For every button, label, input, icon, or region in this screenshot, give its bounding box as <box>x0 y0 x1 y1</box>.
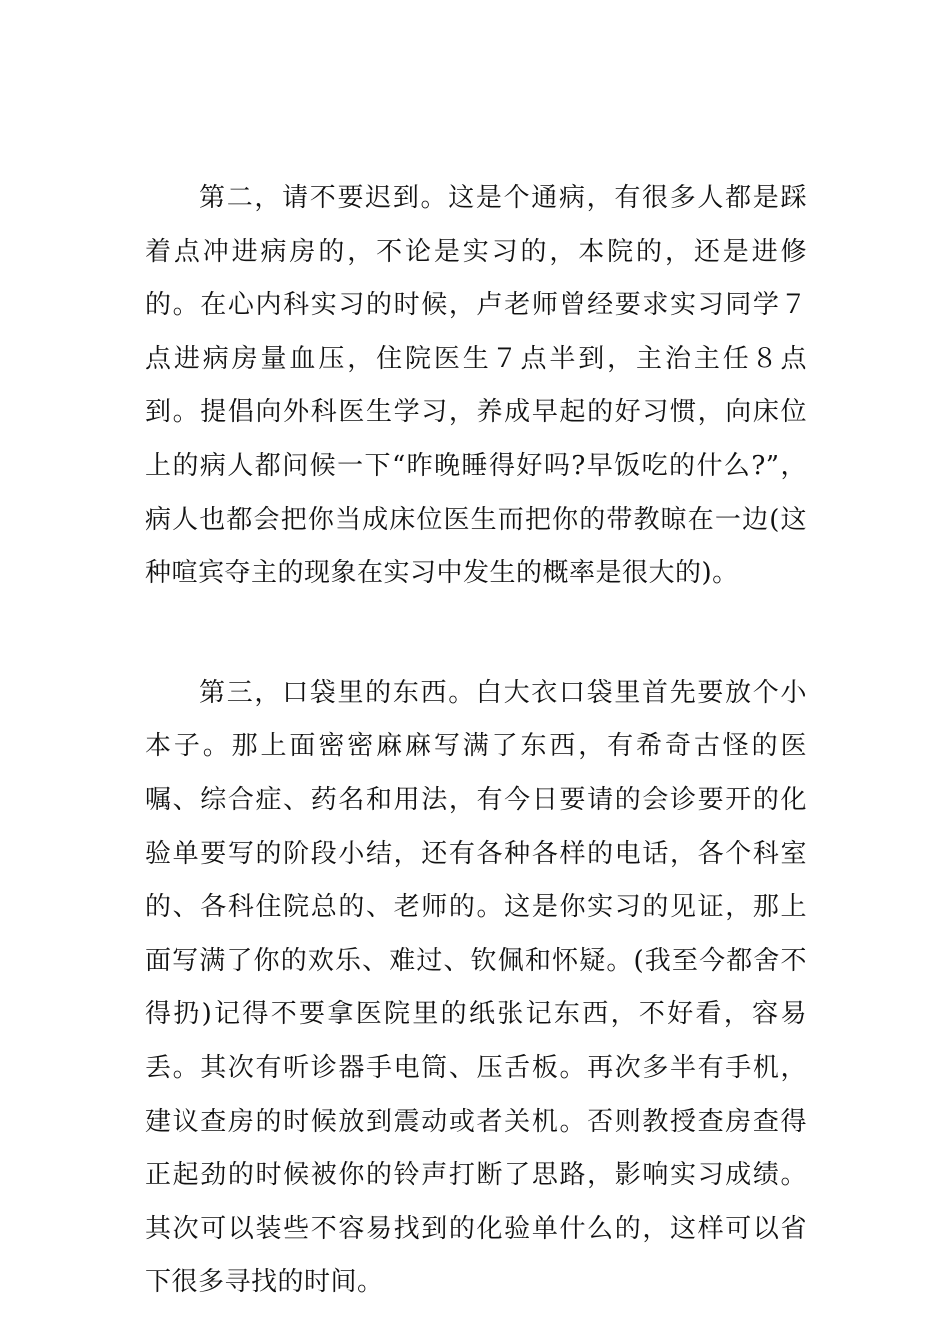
paragraph-third-point: 第三，口袋里的东西。白大衣口袋里首先要放个小本子。那上面密密麻麻写满了东西，有希奇古怪的医嘱、综合症、药名和用法，有今日要请的会诊要开的化验单要写的阶段小结，还有各种各样的电话，各个科室的、各科住院总的、老师的。这是你实习的见证，那上面写满了你的欢乐、难过、钦佩和怀疑。(我至今都舍不得扔)记得不要拿医院里的纸张记东西，不好看，容易丢。其次有听诊器手电筒、压舌板。再次多半有手机，建议查房的时候放到震动或者关机。否则教授查房查得正起劲的时候被你的铃声打断了思路，影响实习成绩。其次可以装些不容易找到的化验单什么的，这样可以省下很多寻找的时间。 <box>145 677 807 1298</box>
paragraph-second-point: 第二，请不要迟到。这是个通病，有很多人都是踩着点冲进病房的，不论是实习的，本院的，还是进修的。在心内科实习的时候，卢老师曾经要求实习同学７点进病房量血压，住院医生７点半到，主治主任８点到。提倡向外科医生学习，养成早起的好习惯，向床位上的病人都问候一下“昨晚睡得好吗?早饭吃的什么?”，病人也都会把你当成床位医生而把你的带教晾在一边(这种喧宾夺主的现象在实习中发生的概率是很大的)。 <box>145 183 807 589</box>
document-body <box>145 172 807 1310</box>
